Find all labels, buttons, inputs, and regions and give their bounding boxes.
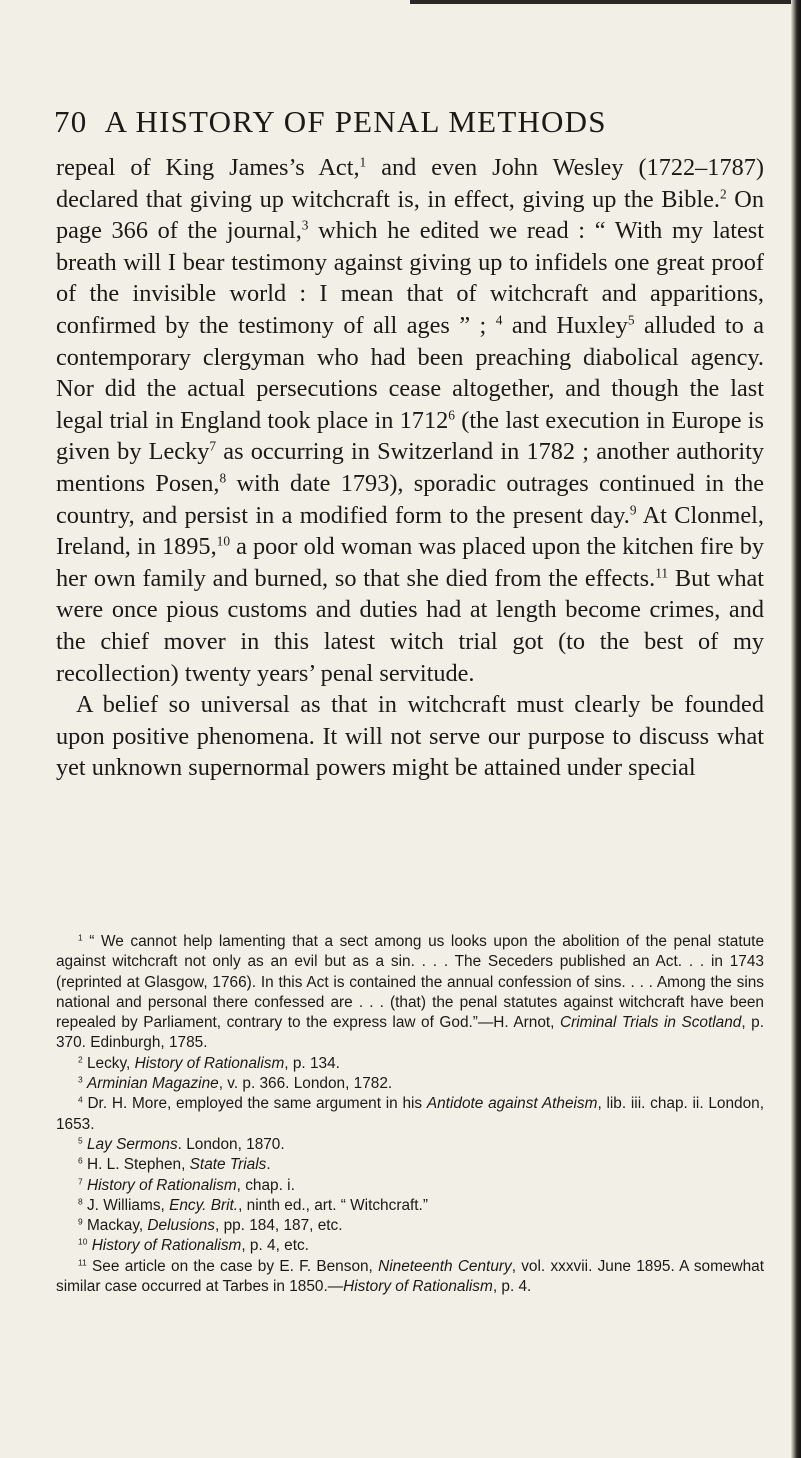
footnote xyxy=(56,1135,764,1155)
running-header xyxy=(54,104,771,140)
footnote-number: 7 xyxy=(78,1176,83,1187)
footnote-number: 4 xyxy=(78,1094,83,1105)
paragraph-1 xyxy=(56,152,764,689)
page-edge-shadow xyxy=(791,0,801,1458)
footnotes xyxy=(56,932,764,1297)
italic-title: Nineteenth Century xyxy=(378,1257,512,1275)
footnote-ref: 7 xyxy=(209,438,217,454)
text-run: , chap. i. xyxy=(236,1176,295,1194)
text-run: , p. 4. xyxy=(492,1278,532,1296)
footnote xyxy=(56,1216,764,1236)
text-run: and even John Wesley (1722–1787) declared that giving up witchcraft is, in effect, giving up the Bible. xyxy=(56,154,764,213)
footnote-number: 10 xyxy=(78,1236,88,1247)
footnote-ref: 2 xyxy=(720,185,727,201)
footnote-ref: 9 xyxy=(629,501,637,517)
footnote xyxy=(56,1196,764,1216)
footnote xyxy=(56,932,764,1054)
footnote-number: 1 xyxy=(78,932,83,943)
text-run: and Huxley xyxy=(502,311,628,339)
text-run: J. Williams, xyxy=(86,1196,170,1214)
text-run: , vol. xxxvii. June 1895. A somewhat similar case occurred at Tarbes in 1850.— xyxy=(56,1257,764,1296)
footnote-ref: 11 xyxy=(655,565,669,581)
footnote-number: 6 xyxy=(78,1155,83,1166)
italic-title: History of Rationalism xyxy=(91,1237,242,1255)
text-run: alluded to a contemporary clergyman who had been preaching diabolical agency. Nor did the actual persecutions cease altogether, and though the last legal trial in England took place in 1712 xyxy=(56,311,764,434)
text-run: H. L. Stephen, xyxy=(86,1156,190,1174)
text-run: , v. p. 366. London, 1782. xyxy=(218,1075,393,1093)
text-run: See article on the case by E. F. Benson, xyxy=(92,1257,379,1275)
footnote xyxy=(56,1094,764,1135)
italic-title: History of Rationalism xyxy=(343,1278,493,1296)
text-run: But what were once pious customs and duties had at length become crimes, and the chief mover in this latest witch trial got (to the best of my recollection) twenty years’ penal servitude. xyxy=(56,564,765,687)
text-run: as occurring in Switzerland in 1782 ; another authority mentions Posen, xyxy=(56,438,764,497)
footnote-number: 8 xyxy=(78,1196,83,1207)
footnote-ref: 8 xyxy=(219,470,227,486)
text-run: “ We cannot help lamenting that a sect among us looks upon the abolition of the penal statute against witchcraft not only as an evil but as a sin. . . . The Seceders published an Act. . . in 1743 (reprinted at Glasgow, 1766). In this Act is contained the annual confession of sins. . . . Among the sins national and personal there confessed are . . . (that) the penal statutes against witchcraft have been repealed by Parliament, contrary to the express law of God.”—H. Arnot, xyxy=(56,933,764,1032)
footnote-number: 3 xyxy=(78,1074,83,1085)
text-run: On page 366 of the journal, xyxy=(56,185,764,245)
text-run: (the last execution in Europe is given by Lecky xyxy=(56,406,764,466)
footnote-ref: 6 xyxy=(448,407,455,423)
text-run: with date 1793), sporadic outrages continued in the country, and persist in a modified form to the present day. xyxy=(56,469,764,529)
italic-title: Arminian Magazine xyxy=(86,1075,219,1093)
page-number: 70 xyxy=(54,104,88,139)
text-run: , lib. iii. chap. ii. London, 1653. xyxy=(56,1095,764,1133)
footnote-number: 9 xyxy=(78,1216,83,1227)
italic-title: Lay Sermons xyxy=(86,1135,178,1153)
footnote-ref: 3 xyxy=(301,217,309,233)
italic-title: Antidote against Atheism xyxy=(426,1095,598,1113)
footnote-ref: 5 xyxy=(627,312,635,328)
text-run: . xyxy=(266,1156,271,1174)
italic-title: History of Rationalism xyxy=(134,1054,285,1072)
text-run: Mackay, xyxy=(86,1217,148,1235)
text-run: A belief so universal as that in witchcraft must clearly be founded upon positive phenomena. It will not serve our purpose to discuss what yet unknown supernormal powers might be attained under special xyxy=(56,691,764,782)
text-run: which he edited we read : “ With my latest breath will I bear testimony against giving up to infidels one great proof of the invisible world : I mean that of witchcraft and apparitions, confirmed by the testimony of all ages ” ; xyxy=(56,217,764,339)
main-text xyxy=(56,152,764,784)
text-run: . London, 1870. xyxy=(177,1135,285,1153)
italic-title: State Trials xyxy=(189,1156,267,1174)
footnote-number: 5 xyxy=(78,1135,83,1146)
italic-title: Delusions xyxy=(147,1217,216,1235)
footnote xyxy=(56,1176,764,1196)
footnote-ref: 4 xyxy=(495,312,503,328)
paragraph-2 xyxy=(56,689,764,784)
footnote-ref: 10 xyxy=(216,533,230,549)
text-run: , p. 370. Edinburgh, 1785. xyxy=(56,1014,765,1052)
running-title: A HISTORY OF PENAL METHODS xyxy=(104,104,607,139)
footnote-number: 2 xyxy=(78,1054,83,1065)
text-run: Lecky, xyxy=(86,1054,135,1072)
text-run: At Clonmel, Ireland, in 1895, xyxy=(56,501,764,561)
footnote xyxy=(56,1074,764,1094)
footnote-ref: 1 xyxy=(359,154,367,170)
italic-title: Criminal Trials in Scotland xyxy=(559,1014,742,1032)
footnote xyxy=(56,1257,764,1298)
footnote xyxy=(56,1155,764,1175)
text-run: , p. 4, etc. xyxy=(241,1237,309,1255)
text-run: , pp. 184, 187, etc. xyxy=(215,1217,343,1235)
text-run: repeal of King James’s Act, xyxy=(56,154,360,181)
text-run: a poor old woman was placed upon the kitchen fire by her own family and burned, so that she died from the effects. xyxy=(56,533,764,592)
text-run: , p. 134. xyxy=(284,1054,340,1072)
text-run: Dr. H. More, employed the same argument in his xyxy=(87,1095,427,1113)
footnote-number: 11 xyxy=(78,1257,87,1268)
italic-title: Ency. Brit. xyxy=(169,1196,239,1214)
text-run: , ninth ed., art. “ Witchcraft.” xyxy=(238,1196,428,1214)
footnote xyxy=(56,1054,764,1074)
footnote xyxy=(56,1236,764,1256)
top-edge-rule xyxy=(410,0,801,4)
italic-title: History of Rationalism xyxy=(86,1176,237,1194)
